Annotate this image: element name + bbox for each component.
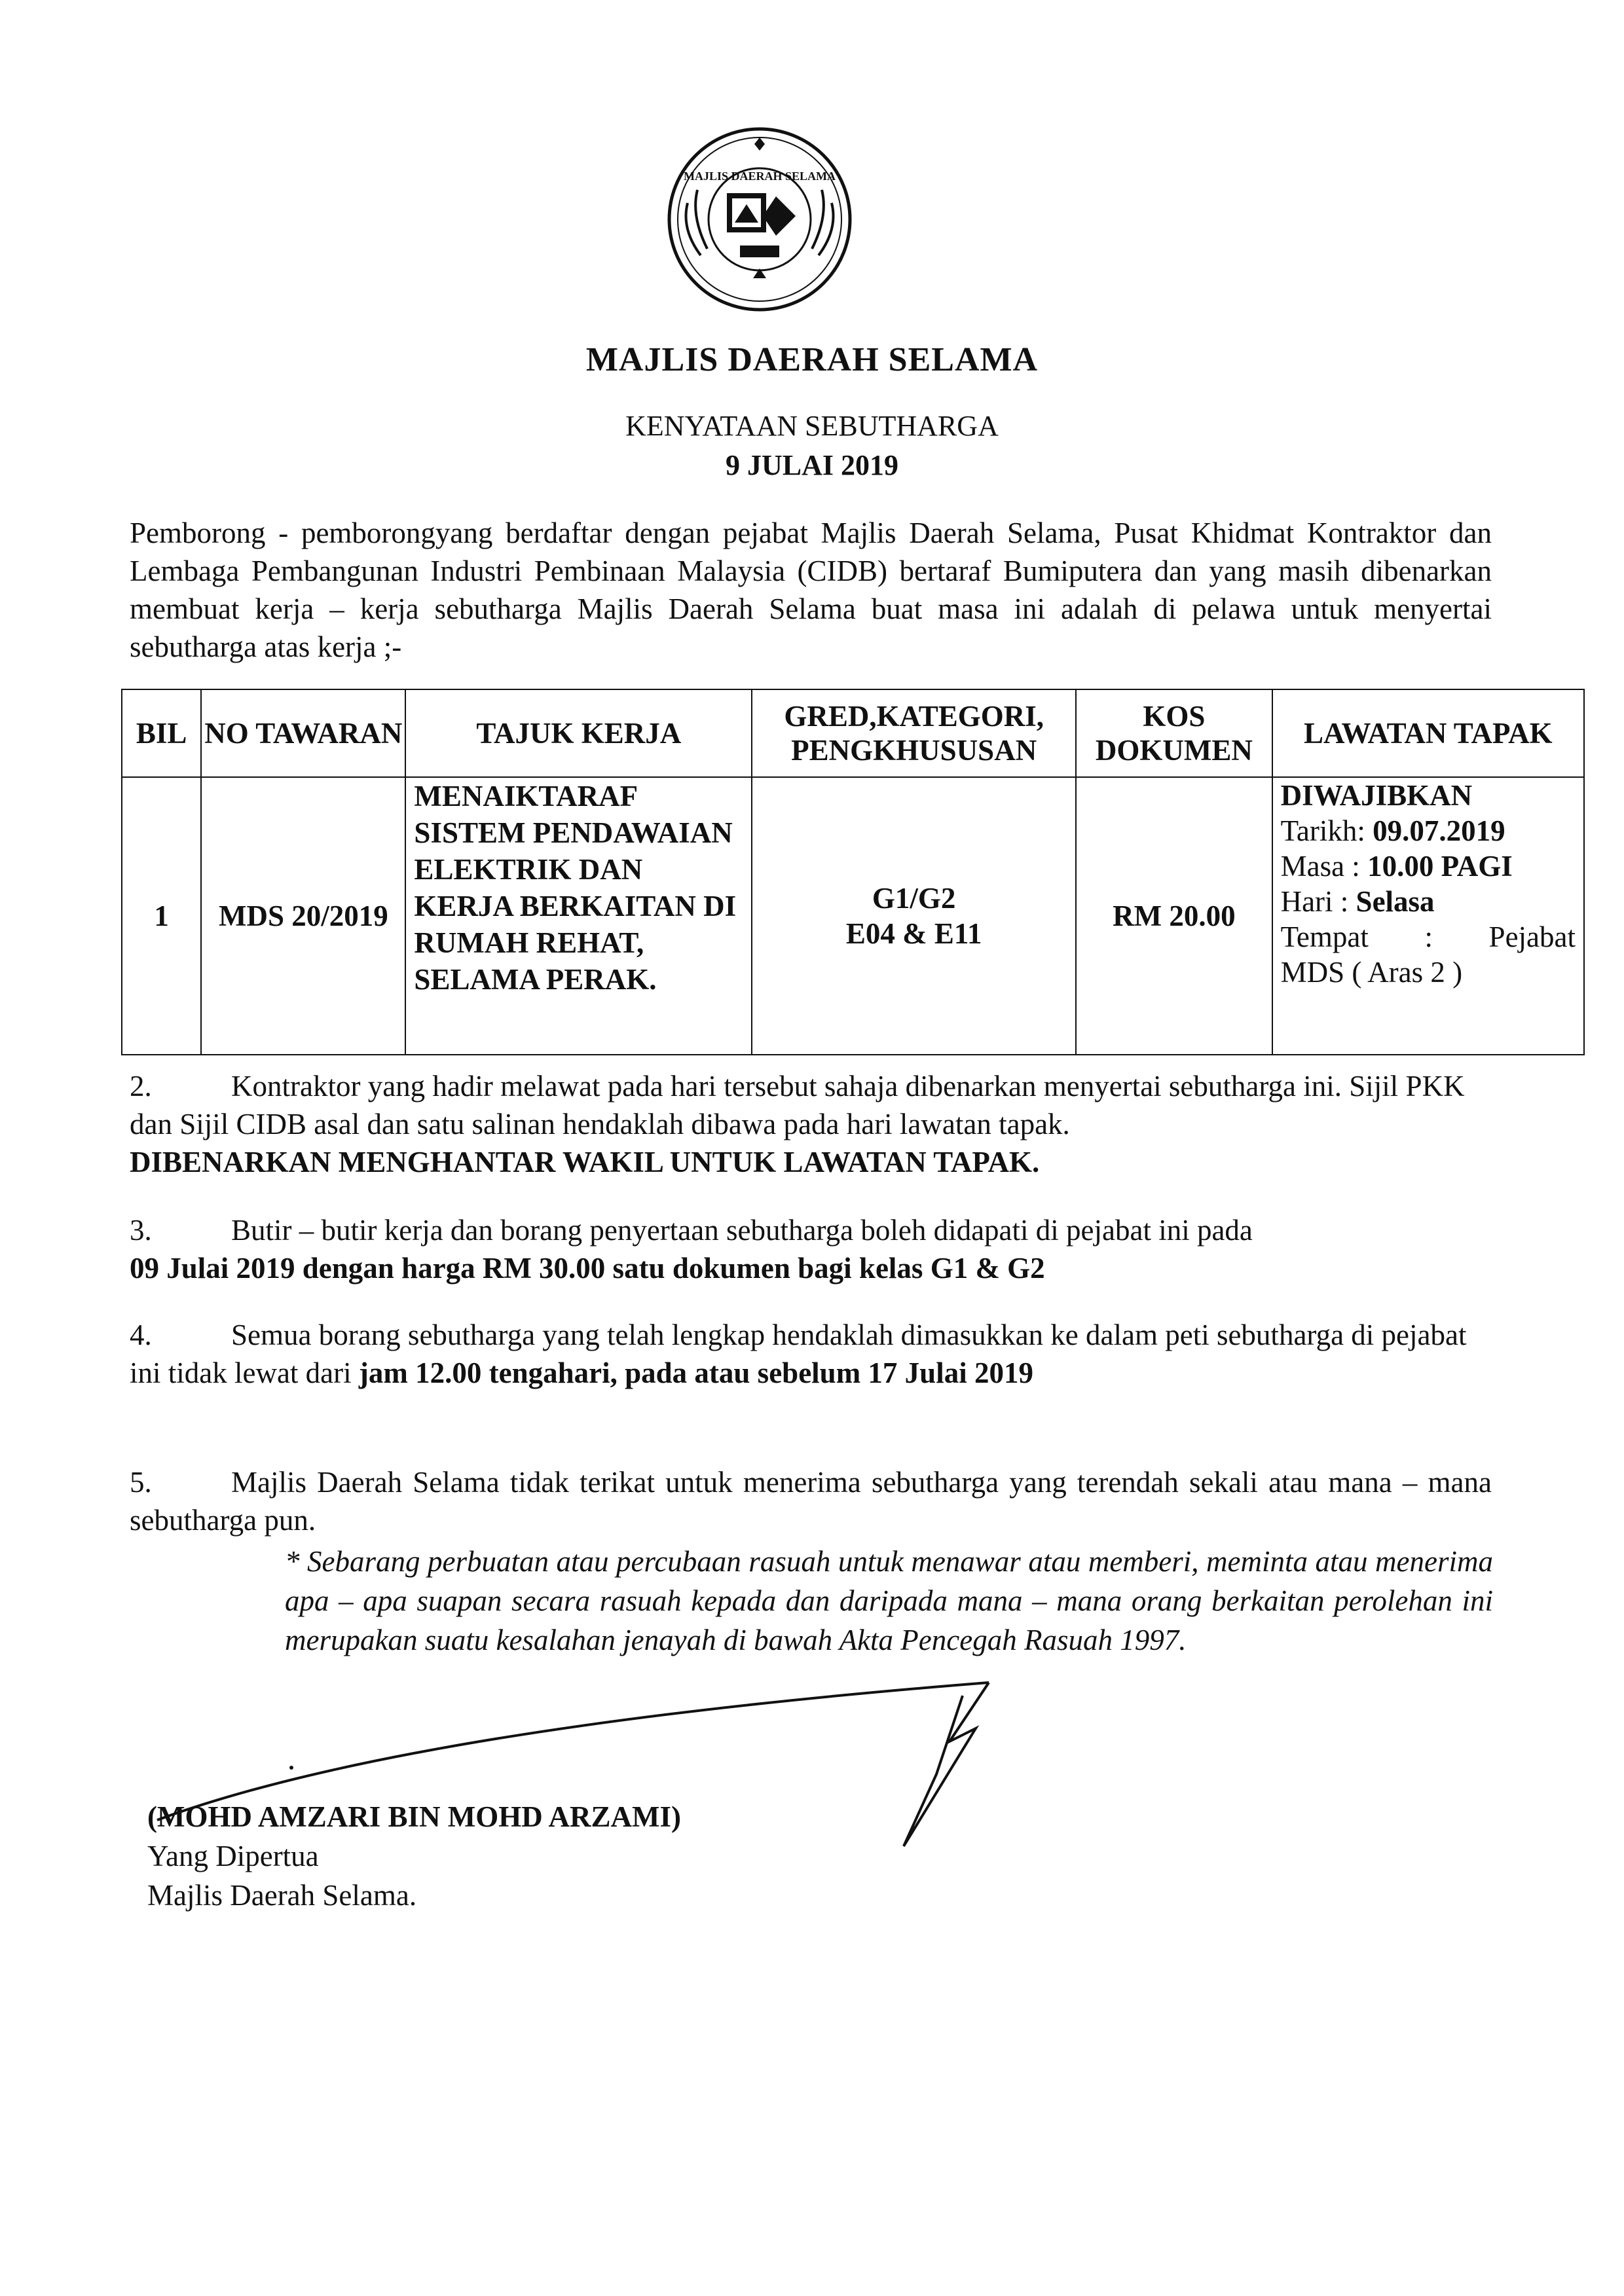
gred-line-2: E04 & E11 xyxy=(845,917,982,950)
paragraph-5 xyxy=(130,1463,1492,1539)
paragraph-3 xyxy=(130,1211,1492,1287)
tempat-rest: MDS ( Aras 2 ) xyxy=(1280,956,1463,989)
tempat-label: Tempat xyxy=(1280,920,1369,953)
paragraph-4-bold: jam 12.00 tengahari, pada atau sebelum 17 Julai 2019 xyxy=(358,1357,1033,1389)
paragraph-5-text: Majlis Daerah Selama tidak terikat untuk menerima sebutharga yang terendah sekali atau mana – mana sebutharga pun. xyxy=(130,1466,1492,1537)
paragraph-3-number: 3. xyxy=(130,1214,152,1247)
document-date: 9 JULAI 2019 xyxy=(725,449,899,481)
header-gred: GRED,KATEGORI, PENGKHUSUSAN xyxy=(752,689,1076,777)
tarikh-value: 09.07.2019 xyxy=(1373,814,1505,847)
hari-value: Selasa xyxy=(1356,885,1435,918)
paragraph-2-text: Kontraktor yang hadir melawat pada hari tersebut sahaja dibenarkan menyertai sebutharga ini. Sijil PKK dan Sijil CIDB asal dan satu salinan hendaklah dibawa pada hari lawatan tapak. xyxy=(130,1070,1465,1140)
paragraph-4-number: 4. xyxy=(130,1319,152,1351)
council-seal-icon xyxy=(661,124,858,314)
paragraph-2-number: 2. xyxy=(130,1070,152,1102)
cell-kos: RM 20.00 xyxy=(1076,777,1272,1055)
header-bil: BIL xyxy=(122,689,201,777)
table-header-row xyxy=(122,689,1584,777)
header-kos: KOS DOKUMEN xyxy=(1076,689,1272,777)
signer-block xyxy=(147,1797,681,1915)
cell-tajuk-kerja: MENAIKTARAF SISTEM PENDAWAIAN ELEKTRIK DAN KERJA BERKAITAN DI RUMAH REHAT, SELAMA PERAK. xyxy=(405,777,752,1055)
cell-bil: 1 xyxy=(122,777,201,1055)
table-row xyxy=(122,777,1584,1055)
lawatan-status: DIWAJIBKAN xyxy=(1280,779,1473,812)
tempat-colon: : xyxy=(1424,920,1433,953)
intro-paragraph: Pemborong - pemborongyang berdaftar dengan pejabat Majlis Daerah Selama, Pusat Khidmat Kontraktor dan Lembaga Pembangunan Industri Pembinaan Malaysia (CIDB) bertaraf Bumiputera dan yang masih dibenarkan membuat kerja – kerja sebutharga Majlis Daerah Selama buat masa ini adalah di pelawa untuk menyertai sebutharga atas kerja ;- xyxy=(130,517,1492,663)
cell-gred xyxy=(752,777,1076,1055)
document-type: KENYATAAN SEBUTHARGA xyxy=(625,410,999,442)
hari-label: Hari : xyxy=(1280,885,1356,918)
signer-name: (MOHD AMZARI BIN MOHD ARZAMI) xyxy=(147,1800,681,1833)
header-no-tawaran: NO TAWARAN xyxy=(201,689,405,777)
paragraph-5-number: 5. xyxy=(130,1466,152,1499)
header-tajuk-kerja: TAJUK KERJA xyxy=(405,689,752,777)
cell-no-tawaran: MDS 20/2019 xyxy=(201,777,405,1055)
paragraph-2-bold: DIBENARKAN MENGHANTAR WAKIL UNTUK LAWATAN TAPAK. xyxy=(130,1146,1040,1178)
tempat-first: Pejabat xyxy=(1488,920,1576,953)
lawatan-hari xyxy=(1281,884,1576,919)
header-lawatan: LAWATAN TAPAK xyxy=(1272,689,1584,777)
paragraph-2 xyxy=(130,1067,1492,1181)
lawatan-tempat xyxy=(1281,919,1576,955)
paragraph-3-text: Butir – butir kerja dan borang penyertaan sebutharga boleh didapati di pejabat ini pada xyxy=(231,1214,1253,1247)
lawatan-masa xyxy=(1281,848,1576,884)
signer-title: Yang Dipertua xyxy=(147,1840,319,1872)
organization-title: MAJLIS DAERAH SELAMA xyxy=(585,341,1039,378)
paragraph-3-bold: 09 Julai 2019 dengan harga RM 30.00 satu dokumen bagi kelas G1 & G2 xyxy=(130,1252,1045,1285)
logo-text: MAJLIS DAERAH SELAMA xyxy=(683,170,836,183)
masa-label: Masa : xyxy=(1280,850,1368,883)
signer-organization: Majlis Daerah Selama. xyxy=(147,1879,417,1912)
anti-corruption-note: * Sebarang perbuatan atau percubaan rasuah untuk menawar atau memberi, meminta atau menerima apa – apa suapan secara rasuah kepada dan daripada mana – mana orang berkaitan perolehan ini merupakan suatu kesalahan jenayah di bawah Akta Pencegah Rasuah 1997. xyxy=(285,1545,1493,1656)
tender-table xyxy=(121,689,1585,1055)
tarikh-label: Tarikh: xyxy=(1280,814,1373,847)
gred-line-1: G1/G2 xyxy=(872,882,956,915)
lawatan-tarikh xyxy=(1281,813,1576,848)
cell-lawatan xyxy=(1272,777,1584,1055)
masa-value: 10.00 PAGI xyxy=(1367,850,1513,883)
paragraph-4-text: Semua borang sebutharga yang telah lengkap hendaklah dimasukkan ke dalam peti sebutharga di pejabat ini tidak lewat dari xyxy=(130,1319,1467,1389)
paragraph-4 xyxy=(130,1316,1492,1392)
